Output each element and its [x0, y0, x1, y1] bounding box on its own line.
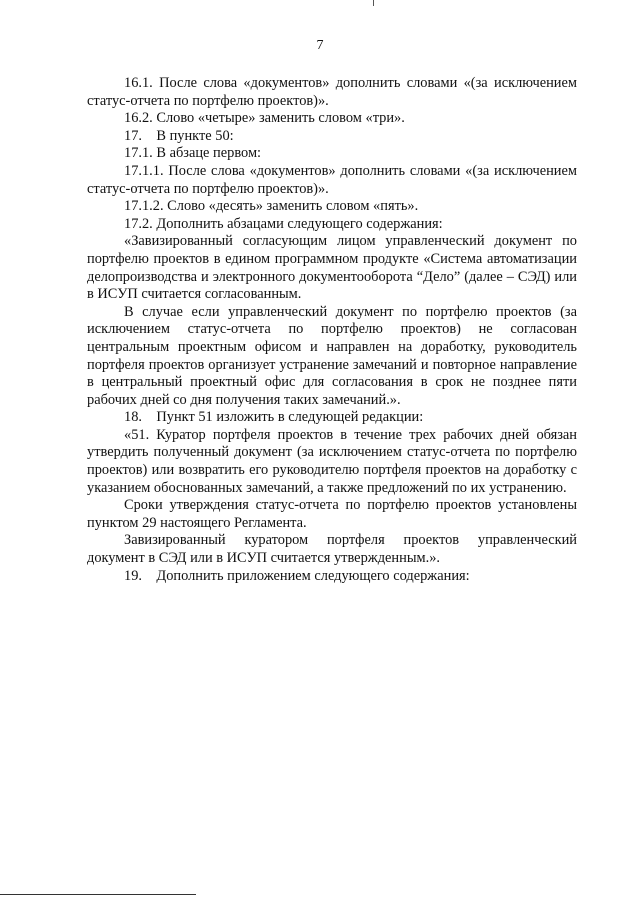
document-body [87, 75, 577, 585]
paragraph-17-1: 17.1. В абзаце первом: [124, 145, 262, 162]
scan-mark [373, 0, 374, 6]
paragraph-quote-vizirovanny: «Завизированный согласующим лицом управленческий документ по портфелю проектов в едином программном продукте «Система автоматизации делопроизводства и электронного документооборота “Дело” (далее – СЭД) или в ИСУП считается согласованным. [87, 233, 577, 303]
paragraph-17-1-1: 17.1.1. После слова «документов» дополнить словами «(за исключением статус-отчета по портфелю проектов)». [87, 162, 577, 197]
paragraph-16-1: 16.1. После слова «документов» дополнить словами «(за исключением статус-отчета по портфелю проектов)». [87, 75, 577, 109]
footer-rule [0, 894, 196, 895]
paragraph-17: 17. В пункте 50: [124, 127, 234, 144]
paragraph-17-2: 17.2. Дополнить абзацами следующего содержания: [124, 215, 443, 232]
paragraph-case-not-agreed: В случае если управленческий документ по портфелю проектов (за исключением статус-отчета по портфелю проектов) не согласован центральным проектным офисом и направлен на доработку, руководитель портфеля проектов организует устранение замечаний и повторное направление в центральный проектный офис для согласования в срок не позднее пяти рабочих дней со дня получения таких замечаний.». [87, 303, 577, 408]
paragraph-terms: Сроки утверждения статус-отчета по портфелю проектов установлены пунктом 29 настоящего Регламента. [87, 497, 577, 531]
paragraph-51-curator: «51. Куратор портфеля проектов в течение трех рабочих дней обязан утвердить полученный документ (за исключением статус-отчета по портфелю проектов) или возвратить его руководителю портфеля проектов на доработку с указанием обоснованных замечаний, а также предложений по их устранению. [87, 426, 577, 496]
paragraph-approved: Завизированный куратором портфеля проектов управленческий документ в СЭД или в ИСУП считается утвержденным.». [87, 532, 577, 567]
paragraph-19: 19. Дополнить приложением следующего содержания: [124, 567, 470, 584]
paragraph-16-2: 16.2. Слово «четыре» заменить словом «три». [124, 110, 405, 127]
paragraph-17-1-2: 17.1.2. Слово «десять» заменить словом «пять». [124, 198, 419, 215]
paragraph-18: 18. Пункт 51 изложить в следующей редакции: [124, 409, 424, 426]
page-number: 7 [316, 38, 324, 53]
